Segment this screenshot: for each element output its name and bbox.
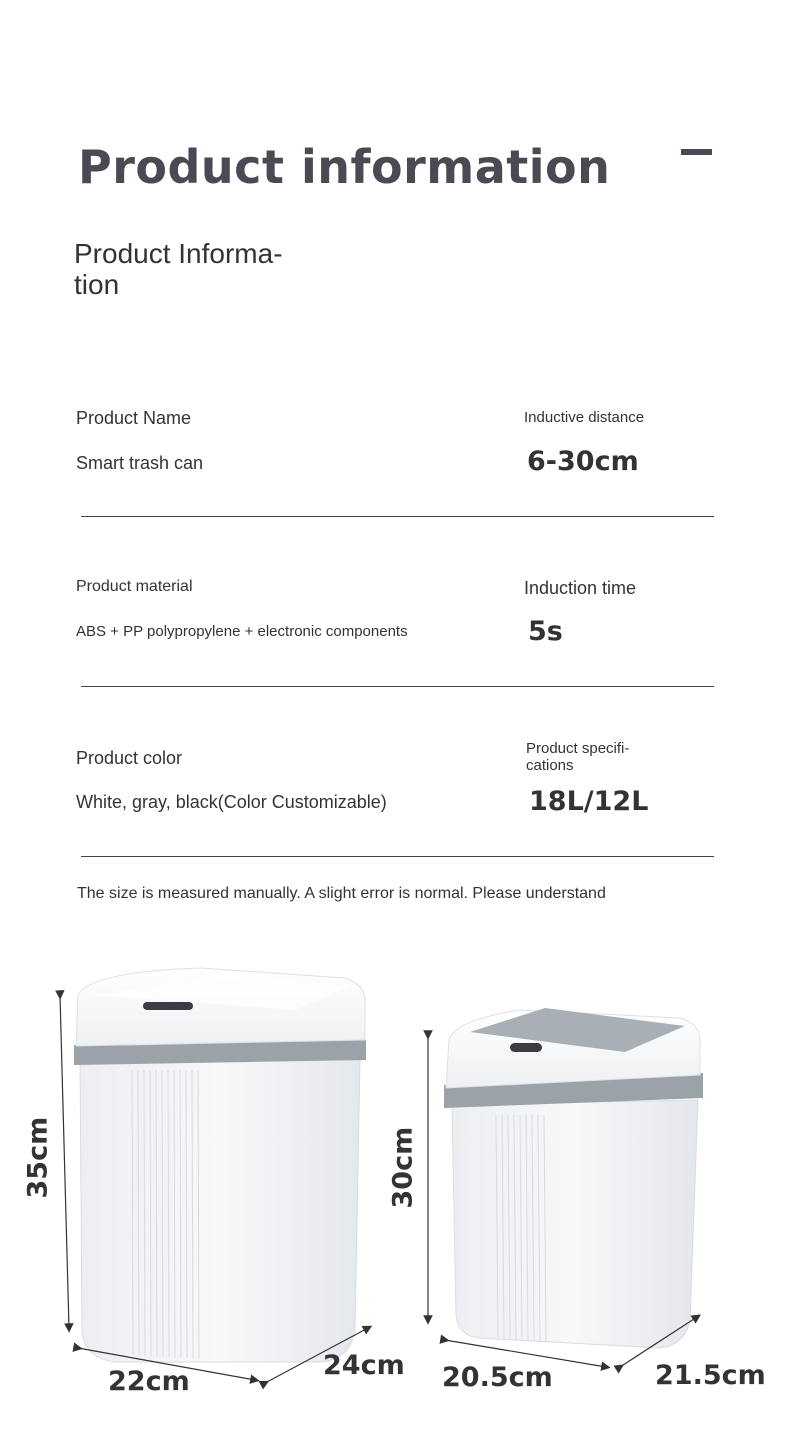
page-title: Product information — [78, 140, 611, 194]
inductive-distance-label: Inductive distance — [524, 409, 645, 426]
induction-time-value: 5s — [528, 616, 563, 647]
divider — [81, 516, 714, 517]
specifications-label: Product specifi- cations — [526, 740, 630, 774]
inductive-distance-value: 6-30cm — [527, 446, 639, 477]
large-trash-can — [74, 968, 366, 1362]
small-trash-can — [444, 1008, 703, 1348]
large-can-sensor — [143, 1002, 193, 1010]
specifications-value: 18L/12L — [529, 786, 649, 817]
section-subtitle: Product Informa- tion — [74, 238, 283, 300]
divider — [81, 686, 714, 687]
small-height-label: 30cm — [387, 1126, 419, 1209]
product-name-value: Smart trash can — [76, 453, 204, 473]
color-label: Product color — [76, 748, 183, 768]
material-value: ABS + PP polypropylene + electronic components — [76, 623, 408, 640]
small-can-sensor — [510, 1043, 542, 1052]
small-width-label: 20.5cm — [442, 1362, 553, 1393]
title-dash — [681, 149, 712, 155]
product-name-label: Product Name — [76, 408, 192, 428]
large-height-line — [60, 995, 69, 1328]
material-label: Product material — [76, 578, 193, 595]
measurement-note: The size is measured manually. A slight error is normal. Please understand — [77, 885, 606, 902]
large-width-label: 22cm — [108, 1366, 190, 1397]
divider — [81, 856, 714, 857]
induction-time-label: Induction time — [524, 578, 637, 598]
large-height-label: 35cm — [22, 1116, 54, 1199]
color-value: White, gray, black(Color Customizable) — [76, 792, 387, 812]
small-depth-label: 21.5cm — [655, 1360, 766, 1391]
large-depth-label: 24cm — [323, 1350, 405, 1381]
